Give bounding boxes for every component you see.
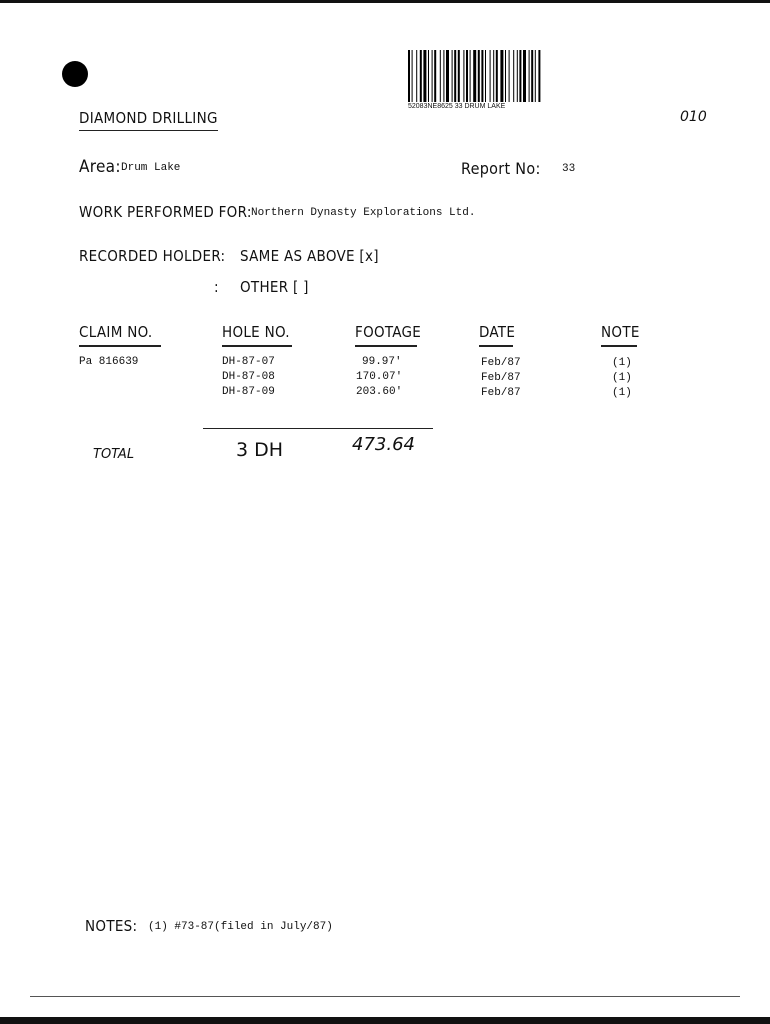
- page-number: 010: [680, 109, 707, 125]
- total-footage: 473.64: [352, 434, 415, 455]
- table-row-date: Feb/87: [481, 372, 521, 384]
- table-row-hole: DH-87-09: [222, 386, 275, 398]
- column-header-note: NOTE: [601, 323, 640, 341]
- table-row-footage: 170.07': [356, 371, 403, 383]
- total-label: TOTAL: [93, 447, 135, 462]
- table-row-hole: DH-87-07: [222, 356, 275, 368]
- bottom-rule: [30, 996, 740, 997]
- page-bottom-border: [0, 1017, 770, 1024]
- column-header-footage: FOOTAGE: [355, 323, 422, 341]
- table-row-footage: 203.60': [356, 386, 403, 398]
- total-holes: 3 DH: [236, 439, 284, 461]
- column-rule-date: [479, 345, 513, 347]
- barcode-caption: 52083NE8625 33 DRUM LAKE: [408, 103, 506, 110]
- other-prefix: :: [214, 278, 219, 296]
- table-row-date: Feb/87: [481, 387, 521, 399]
- column-rule-claim: [79, 345, 161, 347]
- work-performed-value: Northern Dynasty Explorations Ltd.: [251, 207, 476, 219]
- other-checkbox: OTHER [ ]: [240, 278, 309, 296]
- page-top-border: [0, 0, 770, 3]
- column-rule-footage: [355, 345, 417, 347]
- document-title: DIAMOND DRILLING: [79, 109, 218, 131]
- notes-text: (1) #73-87(filed in July/87): [148, 921, 333, 933]
- table-row-note: (1): [612, 357, 632, 369]
- claim-number: Pa 816639: [79, 356, 139, 368]
- recorded-holder-label: RECORDED HOLDER:: [79, 247, 226, 265]
- table-row-footage: 99.97': [362, 356, 402, 368]
- report-value: 33: [562, 163, 576, 175]
- column-rule-hole: [222, 345, 292, 347]
- barcode-icon: [408, 50, 628, 102]
- column-header-hole: HOLE NO.: [222, 323, 290, 341]
- column-header-claim: CLAIM NO.: [79, 323, 153, 341]
- work-performed-label: WORK PERFORMED FOR:: [79, 203, 252, 221]
- table-row-hole: DH-87-08: [222, 371, 275, 383]
- hole-punch-mark: [62, 61, 88, 87]
- table-row-date: Feb/87: [481, 357, 521, 369]
- notes-label: NOTES:: [85, 917, 138, 935]
- table-row-note: (1): [612, 387, 632, 399]
- report-label: Report No:: [461, 159, 541, 178]
- total-rule: [203, 428, 433, 429]
- area-value: Drum Lake: [121, 162, 181, 174]
- column-header-date: DATE: [479, 323, 516, 341]
- area-label: Area:: [79, 157, 121, 177]
- column-rule-note: [601, 345, 637, 347]
- same-as-above-checkbox: SAME AS ABOVE [x]: [240, 247, 379, 265]
- table-row-note: (1): [612, 372, 632, 384]
